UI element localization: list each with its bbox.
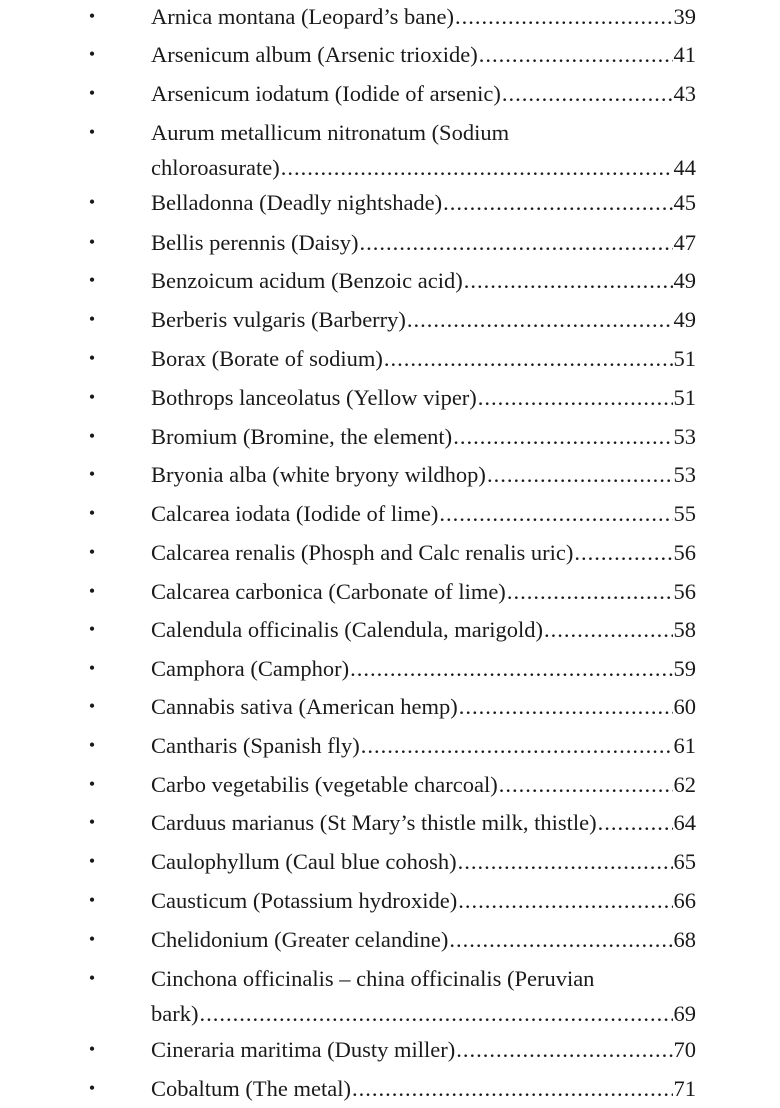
toc-entry-line (151, 962, 696, 995)
toc-entry-line-last (151, 151, 696, 184)
page-number: 58 (673, 617, 696, 642)
bullet-icon: • (88, 619, 96, 639)
dot-leader (479, 38, 673, 71)
entry-title: Bothrops lanceolatus (Yellow viper) (151, 385, 477, 410)
toc-entry-line-last (151, 303, 696, 336)
bullet-icon: • (88, 1078, 96, 1098)
toc-entry-line-last (151, 342, 696, 375)
toc-entry-line-last (151, 77, 696, 110)
entry-title: Arsenicum iodatum (Iodide of arsenic) (151, 81, 501, 106)
dot-leader (199, 997, 672, 1030)
dot-leader (499, 768, 673, 801)
toc-entry-line-last (151, 652, 696, 685)
page-number: 65 (673, 849, 696, 874)
toc-entry-line-last (151, 264, 696, 297)
entry-title: Cannabis sativa (American hemp) (151, 694, 458, 719)
page-number: 51 (673, 385, 696, 410)
bullet-icon: • (88, 851, 96, 871)
dot-leader (281, 151, 673, 184)
toc-entry-line-last (151, 845, 696, 878)
entry-title: Cineraria maritima (Dusty miller) (151, 1037, 456, 1062)
dot-leader (507, 575, 673, 608)
entry-title: Camphora (Camphor) (151, 656, 350, 681)
page-number: 41 (673, 42, 696, 67)
toc-entry-line-last (151, 729, 696, 762)
bullet-icon: • (88, 696, 96, 716)
bullet-icon: • (88, 6, 96, 26)
dot-leader (449, 923, 672, 956)
entry-title: Carbo vegetabilis (vegetable charcoal) (151, 772, 498, 797)
entry-title: Caulophyllum (Caul blue cohosh) (151, 849, 457, 874)
dot-leader (458, 845, 673, 878)
page-number: 59 (673, 656, 696, 681)
toc-entry-line-last (151, 806, 696, 839)
page-number: 71 (673, 1076, 696, 1101)
page-number: 51 (673, 346, 696, 371)
dot-leader (384, 342, 673, 375)
entry-title: Cinchona officinalis – china officinalis (Peruvian (151, 966, 595, 991)
entry-title: bark) (151, 1001, 199, 1026)
entry-title: Cobaltum (The metal) (151, 1076, 351, 1101)
bullet-icon: • (88, 542, 96, 562)
entry-title: Calcarea iodata (Iodide of lime) (151, 501, 439, 526)
bullet-icon: • (88, 812, 96, 832)
entry-title: Aurum metallicum nitronatum (Sodium (151, 120, 510, 145)
toc-entry-line-last (151, 613, 696, 646)
bullet-icon: • (88, 270, 96, 290)
bullet-icon: • (88, 968, 96, 988)
toc-entry-line-last (151, 768, 696, 801)
entry-title: chloroasurate) (151, 155, 280, 180)
entry-title: Calcarea renalis (Phosph and Calc renalis uric) (151, 540, 574, 565)
page-number: 53 (673, 424, 696, 449)
toc-entry-line-last (151, 884, 696, 917)
page-number: 56 (673, 579, 696, 604)
bullet-icon: • (88, 348, 96, 368)
page-number: 49 (673, 268, 696, 293)
dot-leader (455, 0, 673, 33)
dot-leader (598, 806, 673, 839)
entry-title: Arsenicum album (Arsenic trioxide) (151, 42, 478, 67)
entry-title: Carduus marianus (St Mary’s thistle milk, thistle) (151, 810, 597, 835)
bullet-icon: • (88, 464, 96, 484)
page-number: 66 (673, 888, 696, 913)
bullet-icon: • (88, 890, 96, 910)
page-number: 53 (673, 462, 696, 487)
page-number: 64 (673, 810, 696, 835)
dot-leader (478, 381, 673, 414)
toc-entry-line-last (151, 186, 696, 219)
entry-title: Bryonia alba (white bryony wildhop) (151, 462, 486, 487)
entry-title: Berberis vulgaris (Barberry) (151, 307, 406, 332)
toc-entry-line-last (151, 1072, 696, 1105)
dot-leader (443, 186, 672, 219)
page-number: 60 (673, 694, 696, 719)
dot-leader (407, 303, 673, 336)
bullet-icon: • (88, 122, 96, 142)
page-number: 70 (673, 1037, 696, 1062)
dot-leader (464, 264, 673, 297)
entry-title: Chelidonium (Greater celandine) (151, 927, 449, 952)
dot-leader (359, 226, 672, 259)
dot-leader (350, 652, 672, 685)
bullet-icon: • (88, 774, 96, 794)
bullet-icon: • (88, 426, 96, 446)
bullet-icon: • (88, 387, 96, 407)
dot-leader (456, 1033, 672, 1066)
page-number: 56 (673, 540, 696, 565)
dot-leader (502, 77, 673, 110)
dot-leader (352, 1072, 673, 1105)
toc-entry-line-last (151, 997, 696, 1030)
page-number: 61 (673, 733, 696, 758)
page-number: 69 (673, 1001, 696, 1026)
entry-title: Bromium (Bromine, the element) (151, 424, 453, 449)
dot-leader (361, 729, 673, 762)
toc-entry-line-last (151, 0, 696, 33)
page-number: 39 (673, 4, 696, 29)
toc-entry-line (151, 116, 696, 149)
bullet-icon: • (88, 658, 96, 678)
dot-leader (574, 536, 672, 569)
page-number: 49 (673, 307, 696, 332)
toc-entry-line-last (151, 690, 696, 723)
toc-entry-line-last (151, 923, 696, 956)
page-number: 55 (673, 501, 696, 526)
toc-entry-line-last (151, 38, 696, 71)
page-number: 68 (673, 927, 696, 952)
bullet-icon: • (88, 735, 96, 755)
entry-title: Cantharis (Spanish fly) (151, 733, 360, 758)
bullet-icon: • (88, 232, 96, 252)
bullet-icon: • (88, 309, 96, 329)
entry-title: Causticum (Potassium hydroxide) (151, 888, 458, 913)
bullet-icon: • (88, 503, 96, 523)
entry-title: Calcarea carbonica (Carbonate of lime) (151, 579, 506, 604)
dot-leader (439, 497, 672, 530)
bullet-icon: • (88, 1039, 96, 1059)
dot-leader (487, 458, 673, 491)
page-number: 43 (673, 81, 696, 106)
toc-entry-line-last (151, 458, 696, 491)
page-number: 62 (673, 772, 696, 797)
entry-title: Belladonna (Deadly nightshade) (151, 190, 443, 215)
dot-leader (458, 884, 672, 917)
toc-entry-line-last (151, 575, 696, 608)
toc-entry-line-last (151, 497, 696, 530)
dot-leader (453, 420, 672, 453)
toc-entry-line-last (151, 536, 696, 569)
bullet-icon: • (88, 83, 96, 103)
bullet-icon: • (88, 581, 96, 601)
toc-entry-line-last (151, 226, 696, 259)
page-number: 45 (673, 190, 696, 215)
page-number: 47 (673, 230, 696, 255)
bullet-icon: • (88, 929, 96, 949)
entry-title: Arnica montana (Leopard’s bane) (151, 4, 454, 29)
entry-title: Borax (Borate of sodium) (151, 346, 383, 371)
toc-entry-line-last (151, 420, 696, 453)
bullet-icon: • (88, 44, 96, 64)
entry-title: Calendula officinalis (Calendula, marigold) (151, 617, 543, 642)
page-number: 44 (673, 155, 696, 180)
entry-title: Benzoicum acidum (Benzoic acid) (151, 268, 463, 293)
toc-entry-line-last (151, 381, 696, 414)
entry-title: Bellis perennis (Daisy) (151, 230, 359, 255)
toc-entry-line-last (151, 1033, 696, 1066)
dot-leader (544, 613, 673, 646)
bullet-icon: • (88, 192, 96, 212)
dot-leader (459, 690, 673, 723)
